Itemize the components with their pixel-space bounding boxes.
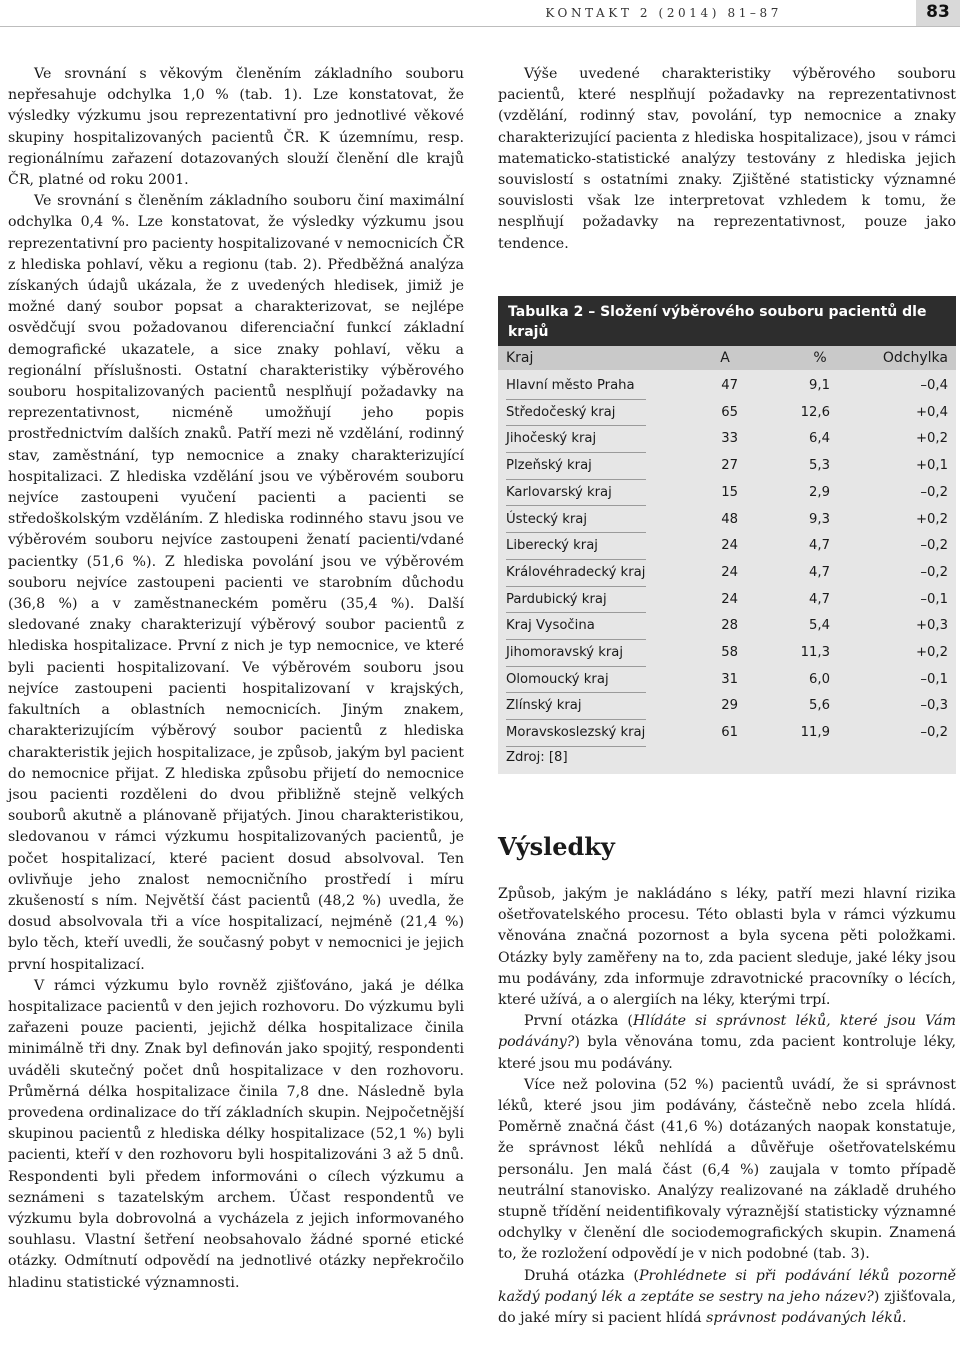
cell-percent: 9,3 [809,511,830,527]
cell-odchylka: –0,2 [920,725,948,741]
cell-kraj: Plzeňský kraj [506,458,592,474]
paragraph: Způsob, jakým je nakládáno s léky, patří mezi hlavní rizika ošetřovatelského procesu. Této oblasti byla v rámci výzkumu věnována značná pozornost a byla sycena pěti položkami. Otázky byly zaměřeny na to, zda pacient sleduje, jaké léky jsou mu podávány, zda informuje zdravotnické pracovníky o lécích, které užívá, a o alergiích na léky, kterými trpí. [498,886,956,1009]
table-row [498,720,956,747]
cell-odchylka: –0,4 [920,378,948,393]
cell-a: 29 [721,698,738,714]
cell-percent: 4,7 [809,591,830,607]
table-row [498,453,956,480]
page-header [0,0,960,34]
column-header-kraj: Kraj [506,350,534,366]
cell-a: 58 [721,645,738,660]
table-title: Tabulka 2 – Složení výběrového souboru pacientů dle krajů [498,296,956,346]
cell-a: 65 [721,404,738,420]
cell-a: 24 [721,591,738,607]
question-italic: Hlídáte si správnost léků, které jsou Vám podávány? [498,1013,956,1051]
text-span: První otázka ( [524,1013,633,1030]
table-row [498,507,956,534]
cell-percent: 12,6 [800,404,830,420]
right-column-intro [498,64,956,255]
cell-percent: 2,9 [809,484,830,500]
table-row [498,400,956,427]
text-italic: správnost podávaných léků. [706,1310,907,1327]
cell-kraj: Jihomoravský kraj [506,645,624,660]
cell-a: 61 [721,725,738,741]
column-header-percent: % [813,350,827,366]
results-text [498,884,956,1329]
column-header-odchylka: Odchylka [882,350,948,366]
table-source: Zdroj: [8] [506,750,568,765]
cell-a: 24 [721,564,738,580]
cell-percent: 5,4 [809,618,830,634]
cell-a: 47 [721,378,738,393]
cell-kraj: Karlovarský kraj [506,484,612,500]
cell-a: 28 [721,618,738,634]
paragraph: Více než polovina (52 %) pacientů uvádí, že si správnost léků, které jsou jim podávány, částečně nebo zcela hlídá. Poměrně značná část (41,6 %) dotázaných naopak konstatuje, že správnost léků nehlídá a důvěřuje ošetřovatelskému personálu. Jen malá část (6,4 %) zaujala v tomto případě neutrální stanovisko. Analýzy realizované na základě druhého stupně třídění neidentifikovaly výraznější statisticky významné odchylky v členění dle sociodemografických skupin. Znamená to, že rozložení odpovědí je v nich podobné (tab. 3). [498,1076,956,1263]
cell-a: 48 [721,511,738,527]
cell-a: 27 [721,458,738,474]
cell-percent: 5,6 [809,698,830,714]
cell-kraj: Pardubický kraj [506,591,607,607]
cell-odchylka: –0,3 [920,698,948,714]
page-number: 83 [916,0,960,26]
table-header-row [498,346,956,370]
paragraph [498,1011,956,1075]
cell-percent: 11,3 [800,645,830,660]
paragraph: Ve srovnání s členěním základního souboru činí maximální odchylka 0,4 %. Lze konstatovat, že výsledky výzkumu jsou reprezentativní pro pacienty hospitalizované v nemocnicích ČR z hlediska pohlaví, věku a regionu (tab. 2). Předběžná analýza získaných údajů ukázala, že z uvedených hledisek, jimiž je možné daný soubor popsat a charakterizovat, se nejlépe osvědčují svou požadovanou diferenciační funkcí základní demografické ukazatele, a sice znaky pohlaví, věku a regionální příslušnosti. Ostatní charakteristiky výběrového souboru hospitalizovaných pacientů nesplňují požadavky na reprezentativnost, nicméně umožňují jeho popis prostřednictvím dalších znaků. Patří mezi ně vzdělání, rodinný stav, zaměstnání, typ nemocnice a znaky charakterizující hospitalizaci. Z hlediska vzdělání jsou ve výběrovém souboru nejvíce zastoupeni vyučení pacienti a pacienti se středoškolským vzděláním. Z hlediska rodinného stavu jsou ve výběrovém souboru nejvíce zastoupeni ženatí pacienti/vdané pacientky (51,6 %). Z hlediska povolání jsou ve výběrovém souboru nejvíce zastoupeni pacienti ve starobním důchodu (36,8 %) a v zaměstnaneckém poměru (35,4 %). Další sledované znaky charakterizují výběrový soubor pacientů z hlediska hospitalizace. První z nich je typ nemocnice, ve které byli pacienti hospitalizovaní. Ve výběrovém souboru jsou nejvíce zastoupeni pacienti hospitalizovaní v krajských, fakultních a oblastních nemocnicích. Jiným znakem, charakterizujícím výběrový soubor pacientů z hlediska charakteristik jejich hospitalizace, je způsob, jakým byl pacient do nemocnice přijat. Z hlediska způsobu přijetí do nemocnice jsou pacienti rozděleni do dvou přibližně stejně velkých souborů akutně a plánovaně přijatých. Jinou charakteristikou, sledovanou v rámci výzkumu hospitalizovaných pacientů, je počet hospitalizací, které pacient dosud absolvoval. Ten ovlivňuje jeho znalost nemocničního prostředí i míru zkušeností s ním. Největší část pacientů (48,2 %) uvedla, že dosud absolvovala tři a více hospitalizací, nejméně (21,4 %) bylo těch, kteří uvedli, že současný pobyt v nemocnici je jejich první hospitalizací. [8,193,464,973]
journal-running-title: KONTAKT 2 (2014) 81–87 [545,6,782,20]
cell-percent: 6,0 [809,671,830,687]
cell-odchylka: –0,2 [920,484,948,500]
paragraph: Ve srovnání s věkovým členěním základního souboru nepřesahuje odchylka 1,0 % (tab. 1). Lze konstatovat, že výsledky výzkumu jsou reprezentativní pro jednotlivé věkové skupiny hospitalizovaných pacientů ČR. K územnímu, resp. regionálnímu zařazení dotazovaných slouží členění dle krajů ČR, platné od roku 2001. [8,66,464,189]
cell-percent: 4,7 [809,538,830,554]
cell-kraj: Kraj Vysočina [506,618,595,634]
column-header-a: A [720,350,730,366]
row-divider [506,746,646,747]
table-row [498,560,956,587]
cell-a: 15 [721,484,738,500]
table-row [498,693,956,720]
table-row [498,667,956,694]
cell-odchylka: +0,3 [915,618,948,634]
paragraph: Výše uvedené charakteristiky výběrového souboru pacientů, které nesplňují požadavky na reprezentativnost (vzdělání, rodinný stav, povolání, typ nemocnice a znaky charakterizující pacienta z hlediska hospitalizace), jsou v rámci matematicko-statistické analýzy testovány z hlediska jejich souvislostí s ostatními znaky. Zjištěné statisticky významné souvislosti však lze interpretovat vzhledem k tomu, že nesplňují požadavky na reprezentativnost, pouze jako tendence. [498,66,956,252]
table-row [498,480,956,507]
cell-odchylka: +0,1 [915,458,948,474]
cell-odchylka: +0,4 [915,404,948,420]
section-heading-results: Výsledky [498,832,615,861]
paragraph [498,1266,956,1330]
text-span: Druhá otázka ( [524,1267,639,1284]
question-italic: Prohlédnete si při podávání léků pozorně každý podaný lék a zeptáte se sestry na jeho název? [498,1267,956,1305]
cell-odchylka: +0,2 [915,645,948,660]
left-column [8,64,464,1294]
cell-kraj: Královéhradecký kraj [506,564,646,580]
cell-odchylka: –0,1 [920,671,948,687]
table-row [498,533,956,560]
cell-percent: 9,1 [809,378,830,393]
text-span: ) zjišťovala, do jaké míry si pacient hlídá [498,1288,956,1327]
cell-a: 24 [721,538,738,554]
table-row [498,373,956,400]
cell-odchylka: +0,2 [915,511,948,527]
cell-percent: 4,7 [809,564,830,580]
cell-kraj: Zlínský kraj [506,698,582,714]
table-regions [498,296,956,774]
cell-odchylka: +0,2 [915,431,948,447]
cell-a: 31 [721,671,738,687]
cell-kraj: Středočeský kraj [506,404,616,420]
cell-percent: 6,4 [809,431,830,447]
cell-a: 33 [721,431,738,447]
cell-kraj: Olomoucký kraj [506,671,609,687]
cell-percent: 11,9 [800,725,830,741]
table-row [498,640,956,667]
cell-kraj: Liberecký kraj [506,538,598,554]
cell-kraj: Moravskoslezský kraj [506,725,646,741]
table-row [498,613,956,640]
table-row [498,587,956,614]
cell-kraj: Jihočeský kraj [506,431,597,447]
cell-kraj: Hlavní město Praha [506,378,635,393]
cell-odchylka: –0,2 [920,564,948,580]
cell-percent: 5,3 [809,458,830,474]
header-divider [0,26,960,27]
paragraph: V rámci výzkumu bylo rovněž zjišťováno, jaká je délka hospitalizace pacientů v den jejich rozhovoru. Do výzkumu byli zařazeni pouze pacienti, jejichž délka hospitalizace činila minimálně tři dny. Znak byl definován jako spojitý, respondenti uváděli skutečný počet dnů hospitalizace v den rozhovoru. Průměrná délka hospitalizace činila 7,8 dne. Následně byla provedena ordinalizace do tří základních skupin. Nejpočetnější skupinou pacientů z hlediska délky hospitalizace (52,1 %) byli pacienti, kteří v den rozhovoru byli hospitalizováni 3 až 5 dnů. Respondenti byli předem informováni o cílech výzkumu a seznámeni s tazatelským archem. Účast respondentů ve výzkumu byla dobrovolná a vycházela z jejich informovaného souhlasu. Vlastní šetření neobsahovalo žádné sporné etické otázky. Odmítnutí odpovědí na jednotlivé otázky nepřekročilo hladinu statistické významnosti. [8,977,464,1291]
cell-odchylka: –0,1 [920,591,948,607]
table-row [498,426,956,453]
cell-kraj: Ústecký kraj [506,511,588,527]
text-span: ) byla věnována tomu, zda pacient kontroluje léky, které jsou mu podávány. [498,1034,956,1072]
cell-odchylka: –0,2 [920,538,948,554]
